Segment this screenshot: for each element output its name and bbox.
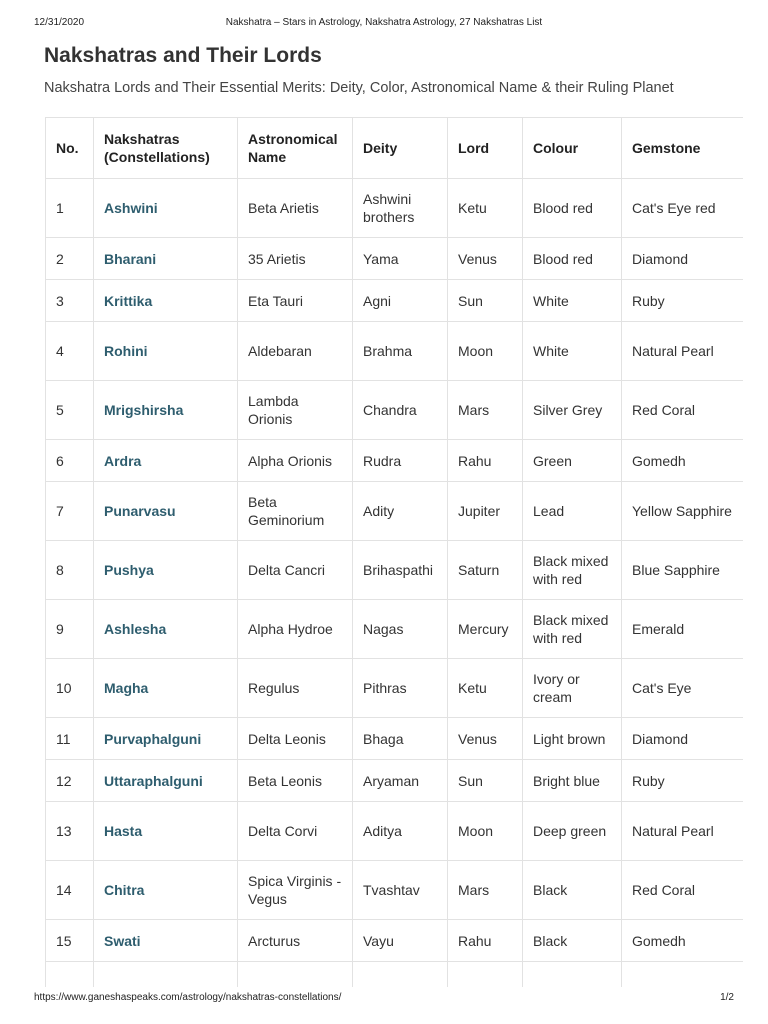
cell-empty <box>46 962 94 988</box>
cell-nakshatra-link[interactable]: Mrigshirsha <box>94 381 238 440</box>
cell-lord: Venus <box>448 238 523 280</box>
cell-gemstone: Emerald <box>622 600 744 659</box>
cell-empty <box>353 962 448 988</box>
cell-lord: Mars <box>448 861 523 920</box>
cell-colour: White <box>523 280 622 322</box>
table-row-continued <box>46 962 744 988</box>
table-row <box>46 381 744 440</box>
cell-astronomical-name: Alpha Hydroe <box>238 600 353 659</box>
header-lord: Lord <box>448 118 523 179</box>
header-no: No. <box>46 118 94 179</box>
print-url: https://www.ganeshaspeaks.com/astrology/nakshatras-constellations/ <box>34 992 342 1003</box>
table-row <box>46 179 744 238</box>
page-subtitle: Nakshatra Lords and Their Essential Merits: Deity, Color, Astronomical Name & their Ruling Planet <box>44 80 674 96</box>
cell-deity: Chandra <box>353 381 448 440</box>
cell-gemstone: Red Coral <box>622 861 744 920</box>
cell-gemstone: Yellow Sapphire <box>622 482 744 541</box>
cell-astronomical-name: Spica Virginis -Vegus <box>238 861 353 920</box>
table-row <box>46 659 744 718</box>
cell-astronomical-name: Beta Geminorium <box>238 482 353 541</box>
cell-no: 3 <box>46 280 94 322</box>
cell-nakshatra-link[interactable]: Punarvasu <box>94 482 238 541</box>
cell-lord: Moon <box>448 802 523 861</box>
cell-nakshatra-link[interactable]: Chitra <box>94 861 238 920</box>
cell-no: 5 <box>46 381 94 440</box>
cell-nakshatra-link[interactable]: Rohini <box>94 322 238 381</box>
cell-astronomical-name: Aldebaran <box>238 322 353 381</box>
header-gemstone: Gemstone <box>622 118 744 179</box>
cell-deity: Aditya <box>353 802 448 861</box>
cell-no: 7 <box>46 482 94 541</box>
cell-nakshatra-link[interactable]: Purvaphalguni <box>94 718 238 760</box>
cell-deity: Brahma <box>353 322 448 381</box>
cell-gemstone: Diamond <box>622 718 744 760</box>
cell-colour: Black <box>523 920 622 962</box>
header-nakshatra: Nakshatras (Constellations) <box>94 118 238 179</box>
cell-lord: Venus <box>448 718 523 760</box>
cell-empty <box>94 962 238 988</box>
cell-colour: Deep green <box>523 802 622 861</box>
cell-lord: Rahu <box>448 440 523 482</box>
cell-lord: Ketu <box>448 659 523 718</box>
header-astronomical-name: Astronomical Name <box>238 118 353 179</box>
cell-astronomical-name: Eta Tauri <box>238 280 353 322</box>
cell-empty <box>448 962 523 988</box>
cell-deity: Tvashtav <box>353 861 448 920</box>
cell-colour: Black mixed with red <box>523 600 622 659</box>
cell-colour: Light brown <box>523 718 622 760</box>
cell-deity: Vayu <box>353 920 448 962</box>
cell-deity: Aryaman <box>353 760 448 802</box>
cell-no: 15 <box>46 920 94 962</box>
cell-gemstone: Ruby <box>622 760 744 802</box>
nakshatra-table <box>45 117 743 987</box>
cell-astronomical-name: Delta Leonis <box>238 718 353 760</box>
cell-colour: Black <box>523 861 622 920</box>
cell-no: 1 <box>46 179 94 238</box>
cell-empty <box>523 962 622 988</box>
cell-colour: Black mixed with red <box>523 541 622 600</box>
print-page-title: Nakshatra – Stars in Astrology, Nakshatra Astrology, 27 Nakshatras List <box>225 17 543 28</box>
cell-astronomical-name: Arcturus <box>238 920 353 962</box>
cell-no: 10 <box>46 659 94 718</box>
cell-astronomical-name: Beta Leonis <box>238 760 353 802</box>
cell-lord: Mercury <box>448 600 523 659</box>
table-row <box>46 280 744 322</box>
cell-colour: White <box>523 322 622 381</box>
cell-gemstone: Red Coral <box>622 381 744 440</box>
cell-gemstone: Cat's Eye <box>622 659 744 718</box>
cell-gemstone: Natural Pearl <box>622 802 744 861</box>
cell-deity: Yama <box>353 238 448 280</box>
table-row <box>46 541 744 600</box>
cell-gemstone: Gomedh <box>622 920 744 962</box>
table-row <box>46 920 744 962</box>
print-header <box>34 17 734 31</box>
cell-deity: Adity <box>353 482 448 541</box>
cell-no: 9 <box>46 600 94 659</box>
cell-nakshatra-link[interactable]: Ashlesha <box>94 600 238 659</box>
cell-deity: Bhaga <box>353 718 448 760</box>
cell-nakshatra-link[interactable]: Ashwini <box>94 179 238 238</box>
cell-no: 14 <box>46 861 94 920</box>
cell-no: 8 <box>46 541 94 600</box>
cell-astronomical-name: Delta Corvi <box>238 802 353 861</box>
cell-astronomical-name: Beta Arietis <box>238 179 353 238</box>
table-header-row <box>46 118 744 179</box>
cell-colour: Blood red <box>523 179 622 238</box>
cell-gemstone: Diamond <box>622 238 744 280</box>
cell-nakshatra-link[interactable]: Magha <box>94 659 238 718</box>
cell-deity: Ashwini brothers <box>353 179 448 238</box>
table-row <box>46 802 744 861</box>
cell-lord: Sun <box>448 280 523 322</box>
cell-nakshatra-link[interactable]: Pushya <box>94 541 238 600</box>
cell-deity: Nagas <box>353 600 448 659</box>
table-row <box>46 440 744 482</box>
cell-astronomical-name: 35 Arietis <box>238 238 353 280</box>
cell-no: 11 <box>46 718 94 760</box>
nakshatra-table-container <box>45 117 743 987</box>
cell-empty <box>238 962 353 988</box>
print-page-number: 1/2 <box>720 992 734 1003</box>
cell-gemstone: Ruby <box>622 280 744 322</box>
table-row <box>46 482 744 541</box>
cell-colour: Green <box>523 440 622 482</box>
cell-nakshatra-link[interactable]: Ardra <box>94 440 238 482</box>
cell-nakshatra-link[interactable]: Hasta <box>94 802 238 861</box>
cell-gemstone: Gomedh <box>622 440 744 482</box>
cell-colour: Bright blue <box>523 760 622 802</box>
table-row <box>46 861 744 920</box>
cell-colour: Ivory or cream <box>523 659 622 718</box>
cell-deity: Pithras <box>353 659 448 718</box>
cell-no: 2 <box>46 238 94 280</box>
cell-gemstone: Cat's Eye red <box>622 179 744 238</box>
table-row <box>46 238 744 280</box>
cell-colour: Lead <box>523 482 622 541</box>
cell-lord: Ketu <box>448 179 523 238</box>
cell-nakshatra-link[interactable]: Uttaraphalguni <box>94 760 238 802</box>
cell-no: 4 <box>46 322 94 381</box>
header-deity: Deity <box>353 118 448 179</box>
cell-astronomical-name: Delta Cancri <box>238 541 353 600</box>
table-row <box>46 718 744 760</box>
cell-astronomical-name: Regulus <box>238 659 353 718</box>
table-row <box>46 760 744 802</box>
cell-lord: Jupiter <box>448 482 523 541</box>
cell-lord: Sun <box>448 760 523 802</box>
cell-deity: Agni <box>353 280 448 322</box>
cell-colour: Silver Grey <box>523 381 622 440</box>
cell-lord: Rahu <box>448 920 523 962</box>
cell-nakshatra-link[interactable]: Swati <box>94 920 238 962</box>
cell-deity: Rudra <box>353 440 448 482</box>
header-colour: Colour <box>523 118 622 179</box>
page-title: Nakshatras and Their Lords <box>44 44 322 67</box>
print-footer <box>34 992 734 1006</box>
cell-astronomical-name: Lambda Orionis <box>238 381 353 440</box>
cell-astronomical-name: Alpha Orionis <box>238 440 353 482</box>
cell-nakshatra-link[interactable]: Krittika <box>94 280 238 322</box>
cell-colour: Blood red <box>523 238 622 280</box>
cell-no: 13 <box>46 802 94 861</box>
cell-lord: Saturn <box>448 541 523 600</box>
cell-gemstone: Natural Pearl <box>622 322 744 381</box>
cell-empty <box>622 962 744 988</box>
cell-no: 12 <box>46 760 94 802</box>
cell-gemstone: Blue Sapphire <box>622 541 744 600</box>
cell-deity: Brihaspathi <box>353 541 448 600</box>
cell-lord: Mars <box>448 381 523 440</box>
print-date: 12/31/2020 <box>34 17 85 28</box>
cell-lord: Moon <box>448 322 523 381</box>
cell-nakshatra-link[interactable]: Bharani <box>94 238 238 280</box>
table-row <box>46 600 744 659</box>
table-row <box>46 322 744 381</box>
cell-no: 6 <box>46 440 94 482</box>
